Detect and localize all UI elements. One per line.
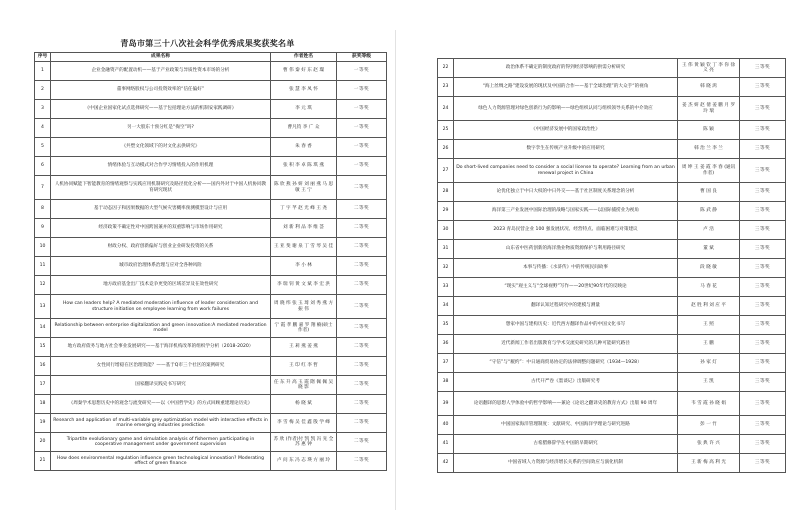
row-award: 二等奖 bbox=[337, 452, 387, 471]
row-index: 3 bbox=[35, 100, 51, 119]
row-index: 26 bbox=[438, 140, 454, 159]
row-award: 三等奖 bbox=[740, 97, 786, 121]
row-index: 27 bbox=[438, 159, 454, 183]
row-author: 段 晓 敏 bbox=[678, 259, 740, 278]
row-author: 陈 武 静 bbox=[678, 202, 740, 221]
row-award: 三等奖 bbox=[740, 335, 786, 354]
row-title: 财政分权、政府创新偏好与创业企业研发投资的关系 bbox=[51, 238, 271, 257]
row-index: 33 bbox=[438, 278, 454, 297]
table-row bbox=[438, 259, 786, 278]
row-index: 21 bbox=[35, 452, 51, 471]
row-award: 三等奖 bbox=[740, 297, 786, 316]
row-title: 《中国经济发展中的国家政治性》 bbox=[454, 121, 678, 140]
row-award: 一等奖 bbox=[337, 157, 387, 176]
row-award: 三等奖 bbox=[740, 140, 786, 159]
row-index: 20 bbox=[35, 433, 51, 452]
row-author: 王 莉 燕 姜 燕 bbox=[271, 338, 337, 357]
header-award: 获奖等级 bbox=[337, 53, 387, 62]
table-row bbox=[35, 62, 387, 81]
row-index: 12 bbox=[35, 276, 51, 295]
table-row bbox=[438, 202, 786, 221]
row-award: 三等奖 bbox=[740, 278, 786, 297]
row-author: 周 晓 纬 张 玉 琦 刘 秀 燕 方 振 伟 bbox=[271, 295, 337, 319]
row-title: “现实”观主义与“全球视野”写作——20世纪90年代的反映论 bbox=[454, 278, 678, 297]
row-author: 王 伟 黄 颖 钦 丁 李 你 徐 义 亮 bbox=[678, 59, 740, 78]
row-author: 李 雪 梅 吴 佳 鑫 殷 学 峰 bbox=[271, 414, 337, 433]
row-author: 韩 治 兰 李 兰 bbox=[678, 140, 740, 159]
header-index: 序号 bbox=[35, 53, 51, 62]
row-title: 《共塑文化领域下的对文化去供研究》 bbox=[51, 138, 271, 157]
row-index: 5 bbox=[35, 138, 51, 157]
row-title: 古希腊修辞学在中国的早期研究 bbox=[454, 435, 678, 454]
row-index: 13 bbox=[35, 295, 51, 319]
row-award: 三等奖 bbox=[740, 183, 786, 202]
row-award: 二等奖 bbox=[337, 176, 387, 200]
table-row bbox=[35, 176, 387, 200]
row-author: 刘 新 利 品 李 维 荟 bbox=[271, 219, 337, 238]
row-award: 一等奖 bbox=[337, 119, 387, 138]
row-author: 张 典 许 兴 bbox=[678, 435, 740, 454]
table-row bbox=[438, 335, 786, 354]
row-title: 地方政府基金出厂技术竞争更变的区域差异及在效性研究 bbox=[51, 276, 271, 295]
row-award: 三等奖 bbox=[740, 221, 786, 240]
row-award: 一等奖 bbox=[337, 100, 387, 119]
row-index: 24 bbox=[438, 97, 454, 121]
row-title: 数字孪生在传统产业升级中的应用研究 bbox=[454, 140, 678, 159]
row-award: 三等奖 bbox=[740, 121, 786, 140]
table-row bbox=[438, 435, 786, 454]
row-index: 19 bbox=[35, 414, 51, 433]
row-title: 本事与传播：《水浒传》中的传统民间故事 bbox=[454, 259, 678, 278]
row-award: 二等奖 bbox=[337, 395, 387, 414]
row-award: 三等奖 bbox=[740, 78, 786, 97]
row-title: How does environmental regulation influence green technological innovation? Moderating effect of green finance bbox=[51, 452, 271, 471]
row-author: 王 照 bbox=[678, 316, 740, 335]
row-title: 绿色人力资源管理对绿色创新行为的影响——绿色组织认同与组织领导关系的中介效应 bbox=[454, 97, 678, 121]
row-author: 彭 一 竹 bbox=[678, 416, 740, 435]
row-award: 二等奖 bbox=[337, 276, 387, 295]
table-row bbox=[438, 373, 786, 392]
document-page-left bbox=[0, 0, 390, 532]
row-index: 16 bbox=[35, 357, 51, 376]
table-row bbox=[35, 414, 387, 433]
row-title: How can leaders help? A mediated moderation influence of leader consideration and structure initiation on employee learning from work failures bbox=[51, 295, 271, 319]
row-title: 中国省域人力资源与经济增长关系的空间效应与演化机制 bbox=[454, 454, 678, 473]
row-author: 董 斌 bbox=[678, 240, 740, 259]
row-author: 张 积 李 卓 陈 琪 燕 bbox=[271, 157, 337, 176]
table-row bbox=[438, 183, 786, 202]
table-row bbox=[438, 240, 786, 259]
row-title: 人机协同赋能下智能教育的情绪观察与实践应用机制研究及路径优化分析——国内外对于中国人机协同教育研究现状 bbox=[51, 176, 271, 200]
table-row bbox=[35, 100, 387, 119]
table-row bbox=[438, 59, 786, 78]
row-award: 三等奖 bbox=[740, 454, 786, 473]
row-title: 近代新闻工作者出版教育与学术交流史研究的几种可能研究路径 bbox=[454, 335, 678, 354]
row-award: 二等奖 bbox=[337, 295, 387, 319]
row-author: 周 坤 王 姜 霞 李 春 (通讯作者) bbox=[678, 159, 740, 183]
row-title: “守信”与“履约”：中日通商贸易协定的法律调整问题研究（1934—1928） bbox=[454, 354, 678, 373]
table-row bbox=[438, 159, 786, 183]
row-index: 39 bbox=[438, 392, 454, 416]
row-author: 任 东 升 高 玉 霞 隋 佩 佩 吴 晓 影 bbox=[271, 376, 337, 395]
row-index: 9 bbox=[35, 219, 51, 238]
row-index: 18 bbox=[35, 395, 51, 414]
header-author: 作者姓名 bbox=[271, 53, 337, 62]
table-row bbox=[438, 392, 786, 416]
award-table-right bbox=[437, 58, 786, 473]
row-award: 三等奖 bbox=[740, 202, 786, 221]
row-title: 国家翻译实践史书写研究 bbox=[51, 376, 271, 395]
row-index: 22 bbox=[438, 59, 454, 78]
table-row bbox=[438, 454, 786, 473]
row-award: 二等奖 bbox=[337, 433, 387, 452]
row-author: 马 春 花 bbox=[678, 278, 740, 297]
table-row bbox=[35, 257, 387, 276]
row-title: “海上丝绸之路”建设发展的现状及中国的合作——基于全球治理”的大众手“的视角 bbox=[454, 78, 678, 97]
row-index: 23 bbox=[438, 78, 454, 97]
row-index: 15 bbox=[35, 338, 51, 357]
table-row bbox=[438, 278, 786, 297]
row-index: 11 bbox=[35, 257, 51, 276]
row-author: 王 印 红 李 哲 bbox=[271, 357, 337, 376]
row-index: 14 bbox=[35, 319, 51, 338]
row-author: 王 凯 bbox=[678, 373, 740, 392]
table-row bbox=[35, 219, 387, 238]
row-title: Research and application of multi-variable grey optimization model with interactive effects in marine emerging industries prediction bbox=[51, 414, 271, 433]
row-index: 35 bbox=[438, 316, 454, 335]
row-author: 姜 杰 妍 赵 倩 姜 鹏 月 罗 玲 瑞 bbox=[678, 97, 740, 121]
row-author: 宁 霞 孝 鹏 嘉 罗 翔 楠(硕士作者) bbox=[271, 319, 337, 338]
row-award: 三等奖 bbox=[740, 354, 786, 373]
row-title: 想家中国与建构历史：近代西方翻译作品中的中国文化书写 bbox=[454, 316, 678, 335]
row-author: 韦 雪 霞 孙 晓 娟 bbox=[678, 392, 740, 416]
table-row bbox=[35, 452, 387, 471]
row-author: 卢 问 东 冯 志 瑛 方 丽 玲 bbox=[271, 452, 337, 471]
row-index: 8 bbox=[35, 200, 51, 219]
row-index: 7 bbox=[35, 176, 51, 200]
table-row bbox=[438, 354, 786, 373]
table-header-row bbox=[35, 53, 387, 62]
row-author: 李 小 林 bbox=[271, 257, 337, 276]
table-row bbox=[35, 395, 387, 414]
row-title: 地方政府债务与地方社会事业发展研究——基于海洋机构改革的组织学分析（2018-2020） bbox=[51, 338, 271, 357]
row-award: 二等奖 bbox=[337, 219, 387, 238]
row-author: 张 慧 李 凤 怀 bbox=[271, 81, 337, 100]
row-index: 25 bbox=[438, 121, 454, 140]
row-index: 41 bbox=[438, 435, 454, 454]
row-title: 企业金融资产的配置动机——基于产业政策与异质性资本市场的分析 bbox=[51, 62, 271, 81]
row-author: 丁 宇 芊 赵 光 峰 王 尧 bbox=[271, 200, 337, 219]
row-index: 10 bbox=[35, 238, 51, 257]
row-award: 三等奖 bbox=[740, 435, 786, 454]
row-index: 36 bbox=[438, 335, 454, 354]
row-title: 政治体系不确定的制度政府的得到经济影响的供需分析研究 bbox=[454, 59, 678, 78]
row-author: 王 新 梅 高 利 光 bbox=[678, 454, 740, 473]
row-award: 三等奖 bbox=[740, 159, 786, 183]
row-index: 28 bbox=[438, 183, 454, 202]
row-author: 陈 欣 燕 孙 妍 刘 丽 燕 马 思 敏 王 宁 bbox=[271, 176, 337, 200]
page-gutter bbox=[395, 30, 396, 510]
table-row bbox=[35, 200, 387, 219]
row-author: 曹 伟 秦 好 东 赵 璨 bbox=[271, 62, 337, 81]
row-index: 1 bbox=[35, 62, 51, 81]
row-index: 31 bbox=[438, 240, 454, 259]
table-row bbox=[35, 376, 387, 395]
row-title: Do short-lived companies need to consider a social license to operate? Learning from an urban renewal project in China bbox=[454, 159, 678, 183]
row-award: 一等奖 bbox=[337, 62, 387, 81]
row-author: 卢 浩 bbox=[678, 221, 740, 240]
row-award: 二等奖 bbox=[337, 319, 387, 338]
row-award: 二等奖 bbox=[337, 376, 387, 395]
row-title: 中国国家海洋管理制度：文献研究、中国海洋学理论与研究进路 bbox=[454, 416, 678, 435]
row-award: 三等奖 bbox=[740, 59, 786, 78]
row-title: 另一大股东十预分红是“掏空”吗? bbox=[51, 119, 271, 138]
row-award: 二等奖 bbox=[337, 238, 387, 257]
row-author: 王 亚 斐 谢 泉 丁 雪 琴 吴 佳 bbox=[271, 238, 337, 257]
document-page-right bbox=[407, 0, 799, 532]
row-index: 34 bbox=[438, 297, 454, 316]
row-title: 论语翻译的思想人学体验中的哲学影响——兼论《论语之翻译史的教育方式》出版 90 周年 bbox=[454, 392, 678, 416]
row-author: 孙 家 灯 bbox=[678, 354, 740, 373]
document-title: 青岛市第三十八次社会科学优秀成果奖获奖名单 bbox=[120, 39, 295, 48]
row-award: 二等奖 bbox=[337, 338, 387, 357]
row-index: 17 bbox=[35, 376, 51, 395]
row-title: 古代开严卷《墨谈记》出版研究考 bbox=[454, 373, 678, 392]
row-author: 朱 春 香 bbox=[271, 138, 337, 157]
table-row bbox=[35, 276, 387, 295]
row-title: 基于动态因子和因果数据的大型气候灾害概率预测模型设计与应用 bbox=[51, 200, 271, 219]
row-title: 董事网络股权与公司投资效率的“信任偏好” bbox=[51, 81, 271, 100]
row-author: 赵 胜 利 刘 应 平 bbox=[678, 297, 740, 316]
row-title: 山东省中医药创新的海洋渔业物质资源保护与利用路径研究 bbox=[454, 240, 678, 259]
row-award: 三等奖 bbox=[740, 259, 786, 278]
row-award: 二等奖 bbox=[337, 357, 387, 376]
row-award: 一等奖 bbox=[337, 138, 387, 157]
row-author: 李 元 琪 bbox=[271, 100, 337, 119]
row-title: 《周秦学术思想历史中的观念与流变研究——以《中国哲学史》的方式回顾重建理论历史》 bbox=[51, 395, 271, 414]
table-row bbox=[35, 138, 387, 157]
table-row bbox=[438, 140, 786, 159]
row-index: 38 bbox=[438, 373, 454, 392]
row-title: 情绪体验与互动模式对合作学习情绪投入的作用机理 bbox=[51, 157, 271, 176]
row-author: 陈 颖 bbox=[678, 121, 740, 140]
row-index: 6 bbox=[35, 157, 51, 176]
row-award: 三等奖 bbox=[740, 416, 786, 435]
row-title: 城市政府治理体系治理与应对全各种风险 bbox=[51, 257, 271, 276]
row-title: Relationship between enterprise digitalization and green innovation:A mediated moderation model bbox=[51, 319, 271, 338]
table-row bbox=[35, 238, 387, 257]
row-award: 三等奖 bbox=[740, 373, 786, 392]
table-row bbox=[35, 81, 387, 100]
table-row bbox=[35, 319, 387, 338]
table-row bbox=[35, 433, 387, 452]
row-author: 王 鹏 bbox=[678, 335, 740, 354]
row-title: Tripartite evolutionary game and simulation analysis of fishermen participating in cooperative management under government supervision bbox=[51, 433, 271, 452]
row-award: 三等奖 bbox=[740, 316, 786, 335]
row-author: 苏 欣 (作者)付 凯 凯 冯 先 全 苏 惠 钟 bbox=[271, 433, 337, 452]
row-award: 三等奖 bbox=[740, 240, 786, 259]
table-row bbox=[438, 297, 786, 316]
row-award: 二等奖 bbox=[337, 414, 387, 433]
row-title: 翻译认知过程研究中的建模与测量 bbox=[454, 297, 678, 316]
row-author: 韩 晓 鸿 bbox=[678, 78, 740, 97]
header-title: 成果名称 bbox=[51, 53, 271, 62]
row-index: 29 bbox=[438, 202, 454, 221]
table-row bbox=[438, 97, 786, 121]
row-author: 李 瑞 钊 黄 文 斌 李 宏 洪 bbox=[271, 276, 337, 295]
row-index: 4 bbox=[35, 119, 51, 138]
table-row bbox=[438, 78, 786, 97]
row-index: 32 bbox=[438, 259, 454, 278]
row-index: 2 bbox=[35, 81, 51, 100]
row-index: 37 bbox=[438, 354, 454, 373]
row-author: 曹凡钧 李 广 众 bbox=[271, 119, 337, 138]
row-award: 一等奖 bbox=[337, 81, 387, 100]
row-author: 曹 国 良 bbox=[678, 183, 740, 202]
table-row bbox=[35, 295, 387, 319]
award-table-left bbox=[34, 52, 387, 471]
row-index: 30 bbox=[438, 221, 454, 240]
row-title: 经济政策不确定性对中国跨国兼并的双重影响与市场作用研究 bbox=[51, 219, 271, 238]
row-title: 论优化独立于中日大权的中日外交——基于社区制度关系理念的分析 bbox=[454, 183, 678, 202]
table-row bbox=[438, 121, 786, 140]
table-row bbox=[438, 316, 786, 335]
table-row bbox=[35, 119, 387, 138]
row-title: 海洋第三产业发展中国际治理的战略与国家实践——以国际捕捞业为视角 bbox=[454, 202, 678, 221]
row-index: 40 bbox=[438, 416, 454, 435]
row-title: 女性同行增稳在区治理效能？——基于Q市三个社区的案例研究 bbox=[51, 357, 271, 376]
row-author: 杨 晓 斌 bbox=[271, 395, 337, 414]
table-row bbox=[35, 338, 387, 357]
table-row bbox=[438, 416, 786, 435]
row-title: 《中国企业国家化试点选择研究——基于包括理论方法的机制安家践调研》 bbox=[51, 100, 271, 119]
table-row bbox=[35, 157, 387, 176]
row-award: 三等奖 bbox=[740, 392, 786, 416]
row-award: 二等奖 bbox=[337, 200, 387, 219]
table-row bbox=[438, 221, 786, 240]
table-row bbox=[35, 357, 387, 376]
row-award: 二等奖 bbox=[337, 257, 387, 276]
row-index: 42 bbox=[438, 454, 454, 473]
row-title: 2023 青岛民营企业 100 强发展状况、经营特点、面临困难与对策建议 bbox=[454, 221, 678, 240]
